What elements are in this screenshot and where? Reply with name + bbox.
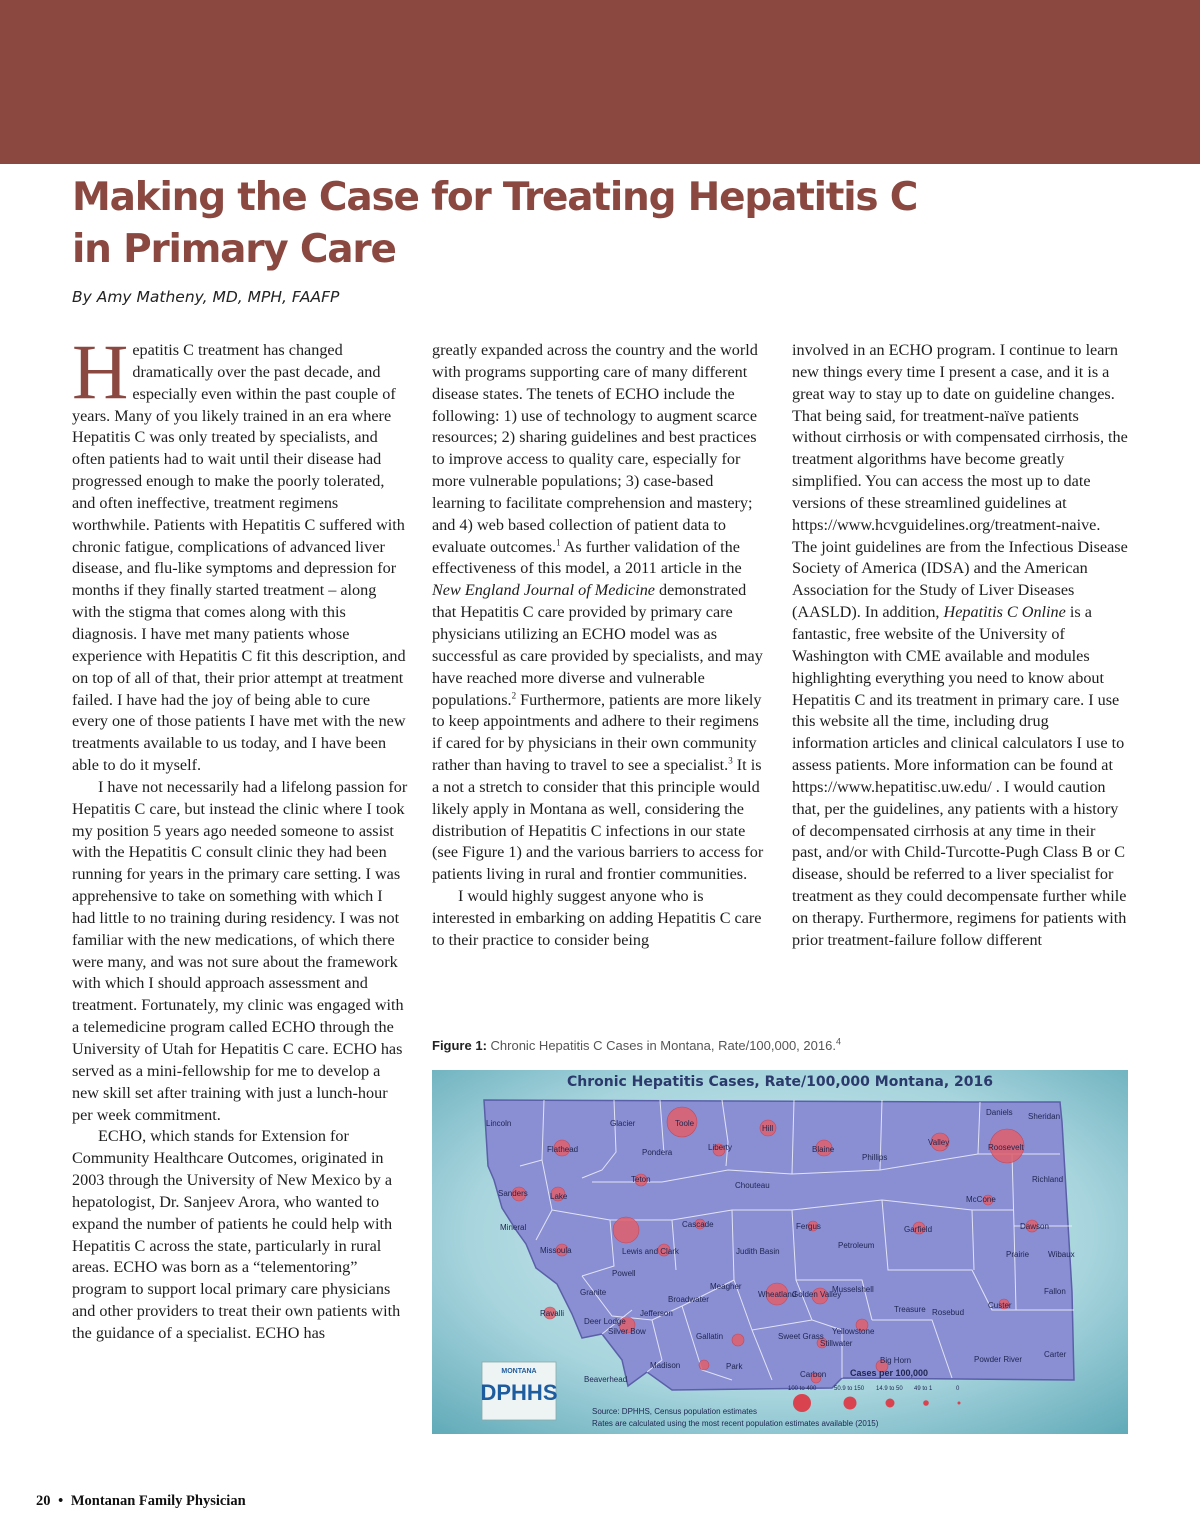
logo-state: MONTANA <box>501 1368 537 1375</box>
county-label: Mineral <box>500 1223 527 1232</box>
legend-swatch-largest <box>793 1394 811 1412</box>
county-label: Hill <box>762 1124 774 1133</box>
citation: 2 <box>511 690 517 701</box>
county-label: Teton <box>631 1175 651 1184</box>
county-label: Wheatland <box>758 1290 797 1299</box>
county-label: Golden Valley <box>792 1290 842 1299</box>
county-label: Valley <box>928 1138 950 1147</box>
marker-powell <box>613 1217 639 1243</box>
county-label: Blaine <box>812 1145 835 1154</box>
county-label: Dawson <box>1020 1222 1049 1231</box>
county-label: Roosevelt <box>988 1143 1024 1152</box>
county-label: Flathead <box>547 1145 579 1154</box>
column-2 <box>432 340 770 952</box>
map-title: Chronic Hepatitis Cases, Rate/100,000 Montana, 2016 <box>566 1074 994 1090</box>
column-3 <box>792 340 1128 952</box>
page-footer <box>36 1493 246 1510</box>
header-banner <box>0 0 1200 164</box>
county-label: Granite <box>580 1288 607 1297</box>
county-label: Lincoln <box>486 1119 512 1128</box>
paragraph: ECHO, which stands for Extension for Community Healthcare Outcomes, originated in 2003 through the University of New Mexico by a hepatologist, Dr. Sanjeev Arora, who wanted to expand the number of patients he could help with Hepatitis C across the state, particularly in rural areas. ECHO was born as a “telementoring” program to support local primary care physicians and other providers to treat their own patients with the guidance of a specialist. ECHO has <box>72 1127 401 1342</box>
column-1 <box>72 328 408 1345</box>
county-label: Treasure <box>894 1305 926 1314</box>
citation: 1 <box>556 537 561 548</box>
montana-hepatitis-map <box>432 1070 1128 1434</box>
legend-range: 50.9 to 150 <box>834 1386 865 1392</box>
footer-separator: • <box>58 1493 64 1509</box>
legend-range: 0 <box>956 1386 960 1392</box>
county-label: Stillwater <box>820 1339 853 1348</box>
county-label: Yellowstone <box>832 1327 875 1336</box>
map-source: Source: DPHHS, Census population estimates <box>592 1407 757 1416</box>
legend-range: 100 to 400 <box>788 1386 817 1392</box>
county-label: Lewis and Clark <box>622 1247 679 1256</box>
county-label: Madison <box>650 1361 681 1370</box>
legend-range: 14.9 to 50 <box>876 1386 903 1392</box>
county-label: Lake <box>550 1192 568 1201</box>
county-label: Garfield <box>904 1225 933 1234</box>
county-label: Daniels <box>986 1108 1013 1117</box>
paragraph: Hepatitis C treatment has changed dramatically over the past decade, and especially even within the past couple of years. Many of you likely trained in an era where Hepatitis C was only treated by specialists, and often patients had to wait until their disease had progressed enough to make the poorly tolerated, and often ineffective, treatment regimens worthwhile. Patients with Hepatitis C suffered with chronic fatigue, complications of advanced liver disease, and flu-like symptoms and depression for months if they finally started treatment – along with the stigma that comes along with this diagnosis. I have met many patients whose experience with Hepatitis C fit this description, and on top of all of that, their prior attempt at treatment failed. I have had the joy of being able to cure every one of those patients I have met with the new treatments available to us today, and I have been able to do it myself. <box>72 328 406 775</box>
county-label: Powell <box>612 1269 636 1278</box>
county-label: Petroleum <box>838 1241 875 1250</box>
county-label: Pondera <box>642 1148 673 1157</box>
marker-park <box>732 1334 744 1346</box>
county-label: Fergus <box>796 1222 821 1231</box>
county-label: Rosebud <box>932 1308 965 1317</box>
marker-madison <box>699 1360 709 1370</box>
title-line-1: Making the Case for Treating Hepatitis C <box>72 175 918 220</box>
county-label: Powder River <box>974 1355 1023 1364</box>
county-label: McCone <box>966 1195 996 1204</box>
county-label: Prairie <box>1006 1250 1030 1259</box>
legend-swatch-large <box>844 1397 857 1410</box>
county-label: Big Horn <box>880 1356 912 1365</box>
county-label: Sheridan <box>1028 1112 1061 1121</box>
county-label: Judith Basin <box>736 1247 780 1256</box>
county-label: Broadwater <box>668 1295 709 1304</box>
county-label: Jefferson <box>640 1309 673 1318</box>
publication-name: Montanan Family Physician <box>70 1493 246 1509</box>
logo-text: DPHHS <box>480 1380 558 1405</box>
article-title <box>72 172 972 276</box>
paragraph: I would highly suggest anyone who is interested in embarking on adding Hepatitis C care to their practice to consider being <box>432 887 762 949</box>
paragraph: involved in an ECHO program. I continue to learn new things every time I present a case, and it is a great way to stay up to date on guideline changes. That being said, for treatment-naïve patients without cirrhosis or with compensated cirrhosis, the treatment algorithms have become greatly simplified. You can access the most up to date versions of these streamlined guidelines at https://www.hcvguidelines.org/treatment-naive. The joint guidelines are from the Infectious Disease Society of America (IDSA) and the American Association for the Study of Liver Diseases (AASLD). In addition, Hepatitis C Online is a fantastic, free website of the University of Washington with CME available and modules highlighting everything you need to know about Hepatitis C and its treatment in primary care. I use this website all the time, including drug information articles and clinical calculators I use to assess patients. More information can be found at https://www.hepatitisc.uw.edu/ . I would caution that, per the guidelines, any patients with a history of decompensated cirrhosis at any time in their past, and/or with Child-Turcotte-Pugh Class B or C disease, should be referred to a liver specialist for treatment as they could decompensate further while on therapy. Furthermore, regimens for patients with prior treatment-failure follow different <box>792 341 1128 949</box>
county-label: Carbon <box>800 1370 827 1379</box>
county-label: Glacier <box>610 1119 636 1128</box>
county-label: Meagher <box>710 1282 742 1291</box>
title-line-2: in Primary Care <box>72 227 396 272</box>
county-label: Sweet Grass <box>778 1332 824 1341</box>
legend-title: Cases per 100,000 <box>850 1368 929 1378</box>
page-number: 20 <box>36 1493 51 1509</box>
county-label: Silver Bow <box>608 1327 646 1336</box>
county-label: Liberty <box>708 1143 733 1152</box>
drop-cap: H <box>72 328 129 415</box>
county-label: Richland <box>1032 1175 1064 1184</box>
byline: By Amy Matheny, MD, MPH, FAAFP <box>72 288 340 306</box>
map-source-note: Rates are calculated using the most recent population estimates available (2015) <box>592 1419 879 1428</box>
county-label: Ravalli <box>540 1309 565 1318</box>
county-label: Deer Lodge <box>584 1317 626 1326</box>
citation: 3 <box>728 755 733 766</box>
paragraph: greatly expanded across the country and the world with programs supporting care of many different disease states. The tenets of ECHO include the following: 1) use of technology to augment scarce resources; 2) sharing guidelines and best practices to improve access to quality care, especially for more vulnerable populations; 3) case-based learning to facilitate comprehension and mastery; and 4) web based collection of patient data to evaluate outcomes.$^1$ As further validation of the effectiveness of this model, a 2011 article in the New England Journal of Medicine demonstrated that Hepatitis C care provided by primary care physicians utilizing an ECHO model was as successful as care provided by specialists, and may have reached more diverse and vulnerable populations.$^2$ Furthermore, patients are more likely to keep appointments and adhere to their regimens if cared for by physicians in their own community rather than having to travel to see a specialist.$^3$ It is a not a stretch to consider that this principle would likely apply in Montana as well, considering the distribution of Hepatitis C infections in our state (see Figure 1) and the various barriers to access for patients living in rural and frontier communities. <box>432 341 764 884</box>
website-name: Hepatitis C Online <box>943 603 1066 622</box>
county-label: Missoula <box>540 1246 572 1255</box>
paragraph: I have not necessarily had a lifelong passion for Hepatitis C care, but instead the clinic where I took my position 5 years ago needed someone to assist with the Hepatitis C consult clinic they had been running for years in the primary care setting. I was apprehensive to take on something with which I had little to no training during residency. I was not familiar with the new medications, of which there were many, and was not sure about the framework with which I should approach assessment and treatment. Fortunately, my clinic was engaged with a telemedicine program called ECHO through the University of Utah for Hepatitis C care. ECHO has served as a mini-fellowship for me to develop a new skill set after training with just a lunch-hour per week commitment. <box>72 777 408 1124</box>
legend-range: 49 to 1 <box>914 1386 933 1392</box>
journal-name: New England Journal of Medicine <box>432 581 655 600</box>
county-label: Custer <box>988 1301 1012 1310</box>
legend-swatch-medium <box>886 1399 895 1408</box>
dphhs-logo <box>480 1362 557 1420</box>
county-label: Gallatin <box>696 1332 724 1341</box>
county-label: Toole <box>675 1119 695 1128</box>
legend-swatch-small <box>923 1400 929 1406</box>
county-label: Chouteau <box>735 1181 770 1190</box>
county-label: Fallon <box>1044 1287 1066 1296</box>
county-label: Beaverhead <box>584 1375 628 1384</box>
county-label: Musselshell <box>832 1285 874 1294</box>
county-label: Park <box>726 1362 743 1371</box>
county-label: Wibaux <box>1048 1250 1075 1259</box>
county-label: Phillips <box>862 1153 888 1162</box>
figure-caption: Figure 1: Chronic Hepatitis C Cases in Montana, Rate/100,000, 2016.$^4$ <box>432 1036 841 1053</box>
county-label: Carter <box>1044 1350 1067 1359</box>
county-label: Cascade <box>682 1220 714 1229</box>
legend-swatch-smallest <box>958 1402 961 1405</box>
county-label: Sanders <box>498 1189 528 1198</box>
